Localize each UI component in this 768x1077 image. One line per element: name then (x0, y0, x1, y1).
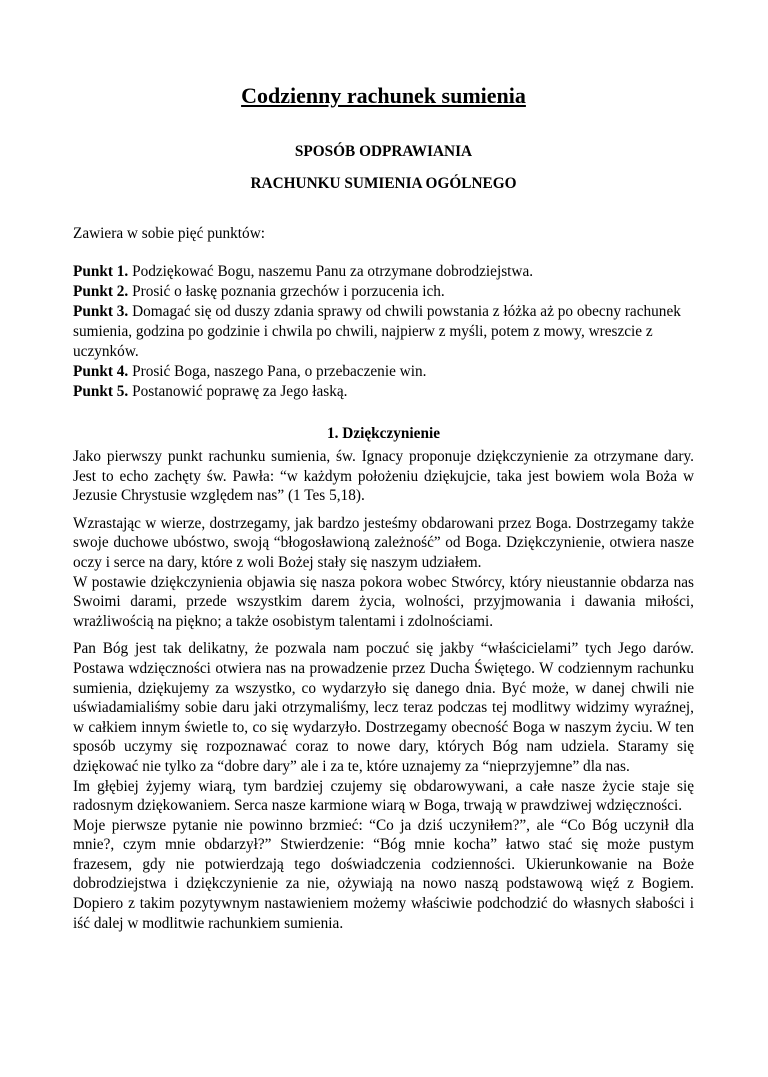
section-heading: 1. Dziękczynienie (326, 425, 440, 442)
point-text: Prosić Boga, naszego Pana, o przebaczenie win. (128, 363, 427, 380)
point-text: Prosić o łaskę poznania grzechów i porzucenia ich. (128, 283, 445, 300)
point-label: Punkt 3. (73, 303, 129, 320)
document-page (0, 83, 768, 1077)
point-text: Podziękować Bogu, naszemu Panu za otrzymane dobrodziejstwa. (128, 263, 534, 280)
point-item (73, 302, 694, 362)
point-item (73, 262, 694, 282)
points-list (73, 262, 694, 402)
subtitle-line-1: SPOSÓB ODPRAWIANIA (294, 143, 473, 160)
point-label: Punkt 1. (73, 263, 129, 280)
paragraph: Wzrastając w wierze, dostrzegamy, jak bardzo jesteśmy obdarowani przez Boga. Dostrzegamy także swoje duchowe ubóstwo, swoją “błogosławioną zależność” od Boga. Dziękczynienie, otwiera nasze oczy i serce na dary, które z woli Bożej stały się naszym udziałem. (73, 514, 694, 571)
paragraph: Jako pierwszy punkt rachunku sumienia, św. Ignacy proponuje dziękczynienie za otrzymane dary. Jest to echo zachęty św. Pawła: “w każdym położeniu dziękujcie, taka jest bowiem wola Boża w Jezusie Chrystusie względem nas” (1 Tes 5,18). (73, 448, 694, 505)
document-title: Codzienny rachunek sumienia (241, 83, 526, 108)
paragraph: W postawie dziękczynienia objawia się nasza pokora wobec Stwórcy, który nieustannie obdarza nas Swoimi darami, przede wszystkim darem życia, wolności, przyjmowania i dawania miłości, wrażliwością na piękno; a także osobistym talentami i zdolnościami. (73, 573, 694, 630)
paragraph: Im głębiej żyjemy wiarą, tym bardziej czujemy się obdarowywani, a całe nasze życie staje się radosnym dziękowaniem. Serca nasze karmione wiarą w Boga, trwają w prawdziwej wdzięczności. (73, 777, 694, 815)
point-label: Punkt 4. (73, 363, 129, 380)
point-text: Postanowić poprawę za Jego łaską. (128, 383, 348, 400)
paragraph: Pan Bóg jest tak delikatny, że pozwala nam poczuć się jakby “właścicielami” tych Jego darów. Postawa wdzięczności otwiera nas na prowadzenie przez Ducha Świętego. W codziennym rachunku sumienia, dziękujemy za wszystko, co wydarzyło się danego dnia. Być może, w danej chwili nie uświadamialiśmy sobie daru jaki otrzymaliśmy, lecz teraz podczas tej modlitwy widzimy wyraźnej, w całkiem innym świetle to, co się wydarzyło. Dostrzegamy obecność Boga w naszym życiu. W ten sposób uczymy się rozpoznawać coraz to nowe dary, których Bóg nam udziela. Staramy się dziękować nie tylko za “dobre dary” ale i za te, które uznajemy za “nieprzyjemne” dla nas. (73, 640, 694, 775)
intro-text: Zawiera w sobie pięć punktów: (73, 225, 266, 242)
subtitle-line-2: RACHUNKU SUMIENIA OGÓLNEGO (250, 175, 517, 192)
point-item (73, 382, 694, 402)
point-text: Domagać się od duszy zdania sprawy od chwili powstania z łóżka aż po obecny rachunek sumienia, godzina po godzinie i chwila po chwili, najpierw z myśli, potem z mowy, wreszcie z uczynków. (73, 303, 681, 360)
paragraph: Moje pierwsze pytanie nie powinno brzmieć: “Co ja dziś uczyniłem?”, ale “Co Bóg uczynił dla mnie?, czym mnie obdarzył?” Stwierdzenie: “Bóg mnie kocha” łatwo stać się może pustym frazesem, gdy nie potwierdzają tego doświadczenia codzienności. Ukierunkowanie na Boże dobrodziejstwa i dziękczynienie za nie, ożywiają na nowo naszą podstawową więź z Bogiem. Dopiero z takim pozytywnym nastawieniem możemy właściwie podchodzić do własnych słabości i iść dalej w modlitwie rachunkiem sumienia. (73, 816, 694, 932)
point-item (73, 282, 694, 302)
point-item (73, 362, 694, 382)
point-label: Punkt 2. (73, 283, 129, 300)
point-label: Punkt 5. (73, 383, 129, 400)
